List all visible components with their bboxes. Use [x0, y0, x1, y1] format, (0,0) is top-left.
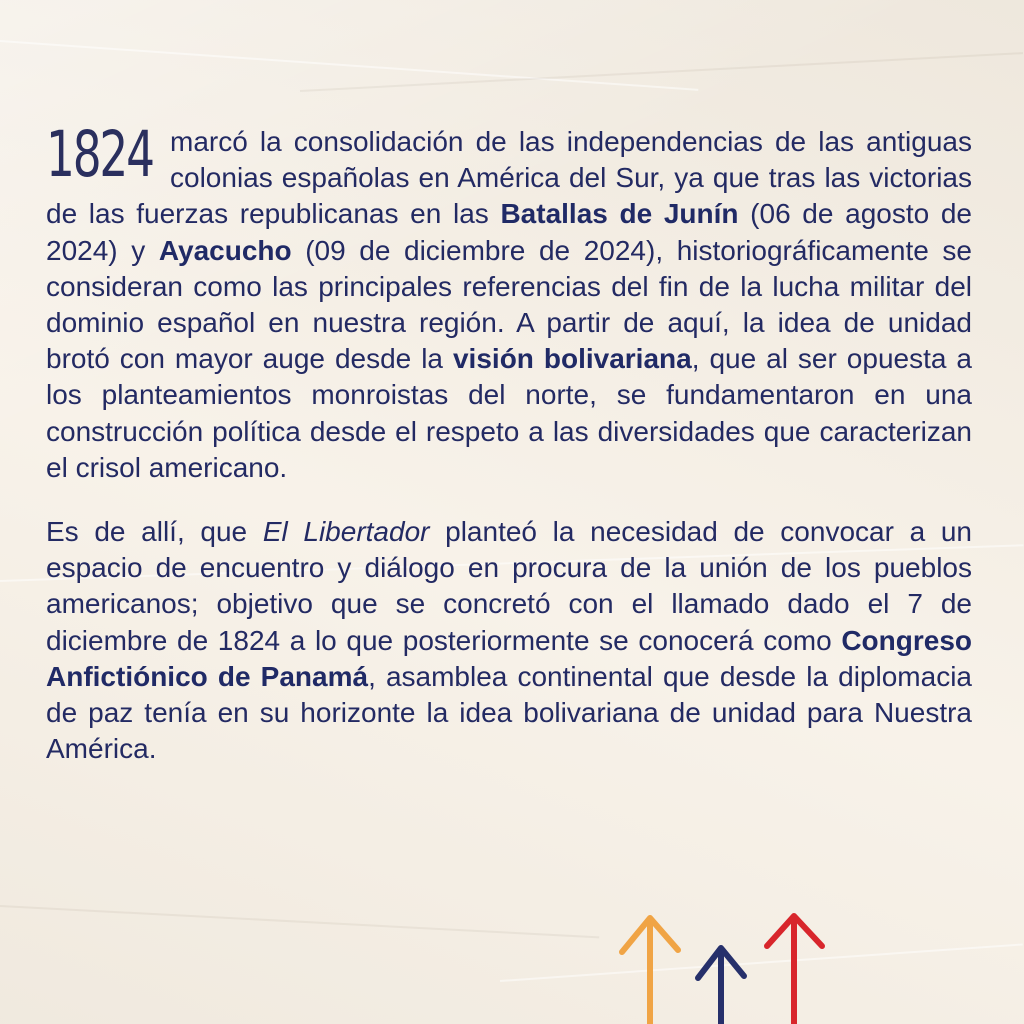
text-segment: Es de allí, que [46, 516, 263, 548]
text-segment: (09 de diciembre de 2024), historiográficamente se consideran como las principales referencias del fin de la lucha militar del dominio español en nuestra región. A partir de aquí, la idea de unidad brotó con mayor auge desde la [46, 234, 972, 375]
year-heading: 1824 [46, 118, 153, 191]
arrow-up-yellow-icon [622, 918, 678, 1024]
bold-ayacucho: Ayacucho [158, 234, 292, 266]
decorative-arrows [600, 900, 840, 1024]
arrow-up-navy-icon [698, 948, 744, 1024]
arrow-up-red-icon [767, 916, 822, 1024]
paper-crease [0, 905, 599, 938]
bold-vision-bolivariana: visión bolivariana [452, 343, 692, 375]
article-body [46, 118, 972, 767]
text-segment: (06 de agosto de 2024) y [46, 198, 972, 266]
text-segment: marcó la consolidación de las independencias de las antiguas colonias españolas en América del Sur, ya que tras las victorias de las fuerzas republicanas en las [46, 126, 972, 230]
bold-congreso-anfictionico: Congreso Anfictiónico de Panamá [46, 624, 972, 692]
paragraph-1 [46, 118, 972, 486]
bold-batallas-junin: Batallas de Junín [500, 198, 739, 230]
italic-el-libertador: El Libertador [262, 516, 430, 548]
paper-crease [0, 40, 698, 91]
text-segment: , asamblea continental que desde la diplomacia de paz tenía en su horizonte la idea bolivariana de unidad para Nuestra América. [46, 660, 972, 765]
text-segment: planteó la necesidad de convocar a un espacio de encuentro y diálogo en procura de la unión de los pueblos americanos; objetivo que se concretó con el llamado dado el 7 de diciembre de 1824 a lo que posteriormente se conocerá como [46, 516, 972, 656]
text-segment: , que al ser opuesta a los planteamientos monroistas del norte, se fundamentaron en una construcción política desde el respeto a las diversidades que caracterizan el crisol americano. [46, 343, 972, 483]
paragraph-2 [46, 514, 972, 767]
